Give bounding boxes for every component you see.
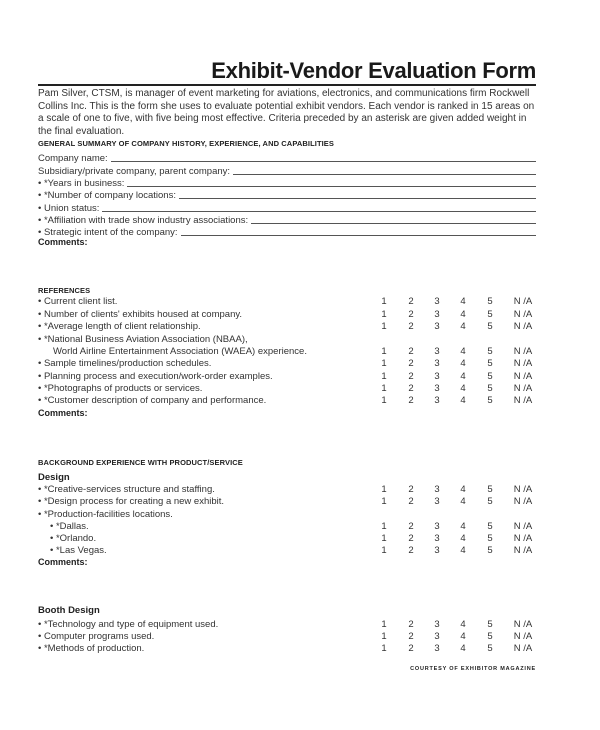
field-label: • *Number of company locations: [38, 190, 176, 201]
rating-option-1[interactable]: 1 [381, 545, 387, 556]
subhead-design: Design [38, 472, 70, 483]
comments-label-background: Comments: [38, 557, 88, 567]
rating-option-na[interactable]: N /A [513, 619, 533, 630]
reference-row [38, 383, 536, 395]
field-blank[interactable] [102, 202, 536, 212]
criterion-label: • Sample timelines/production schedules. [38, 358, 212, 369]
field-line [38, 226, 536, 238]
rating-option-2[interactable]: 2 [408, 484, 414, 495]
rating-option-3[interactable]: 3 [434, 346, 440, 357]
rating-option-na[interactable]: N /A [513, 496, 533, 507]
rating-option-3[interactable]: 3 [434, 643, 440, 654]
rating-option-na[interactable]: N /A [513, 484, 533, 495]
rating-option-1[interactable]: 1 [381, 309, 387, 320]
booth-design-row [38, 643, 536, 655]
rating-option-2[interactable]: 2 [408, 521, 414, 532]
rating-option-1[interactable]: 1 [381, 296, 387, 307]
rating-option-4[interactable]: 4 [460, 631, 466, 642]
field-blank[interactable] [251, 214, 536, 224]
rating-option-5[interactable]: 5 [487, 383, 493, 394]
rating-option-4[interactable]: 4 [460, 383, 466, 394]
rating-option-na[interactable]: N /A [513, 309, 533, 320]
rating-option-1[interactable]: 1 [381, 358, 387, 369]
rating-option-5[interactable]: 5 [487, 321, 493, 332]
reference-row [38, 358, 536, 370]
criterion-label: • *Design process for creating a new exhibit. [38, 496, 225, 507]
rating-option-5[interactable]: 5 [487, 619, 493, 630]
criterion-label: • *National Business Aviation Association (NBAA), [38, 334, 248, 345]
rating-option-na[interactable]: N /A [513, 383, 533, 394]
criterion-label: • *Average length of client relationship. [38, 321, 201, 332]
field-line [38, 189, 536, 201]
criterion-label: • *Las Vegas. [50, 545, 107, 556]
rating-option-3[interactable]: 3 [434, 296, 440, 307]
field-label: Company name: [38, 153, 108, 164]
criterion-label: World Airline Entertainment Association (WAEA) experience. [53, 346, 307, 357]
design-row [38, 521, 536, 533]
rating-option-2[interactable]: 2 [408, 545, 414, 556]
rating-option-1[interactable]: 1 [381, 383, 387, 394]
field-line [38, 165, 536, 177]
criterion-label: • *Photographs of products or services. [38, 383, 203, 394]
field-line [38, 214, 536, 226]
courtesy-credit: COURTESY OF EXHIBITOR MAGAZINE [410, 666, 536, 672]
design-row [38, 533, 536, 545]
rating-option-4[interactable]: 4 [460, 321, 466, 332]
criterion-label: • Planning process and execution/work-order examples. [38, 371, 273, 382]
rating-option-na[interactable]: N /A [513, 533, 533, 544]
rating-option-5[interactable]: 5 [487, 545, 493, 556]
rating-option-5[interactable]: 5 [487, 309, 493, 320]
rating-option-na[interactable]: N /A [513, 346, 533, 357]
rating-option-na[interactable]: N /A [513, 321, 533, 332]
field-label: • Strategic intent of the company: [38, 227, 178, 238]
field-blank[interactable] [179, 189, 536, 199]
intro-paragraph: Pam Silver, CTSM, is manager of event marketing for aviations, electronics, and communications firm Rockwell Collins Inc. This is the form she uses to evaluate potential exhibit vendors. Each vendor is ranked in 15 areas on a scale of one to five, with five being most effective. Criteria preceded by an asterisk are given added weight in the final evaluation. [38, 88, 535, 138]
section-heading-references: REFERENCES [38, 286, 91, 295]
rating-option-5[interactable]: 5 [487, 484, 493, 495]
rating-option-na[interactable]: N /A [513, 631, 533, 642]
section-heading-background: BACKGROUND EXPERIENCE WITH PRODUCT/SERVICE [38, 458, 243, 467]
rating-option-4[interactable]: 4 [460, 296, 466, 307]
criterion-label: • *Dallas. [50, 521, 89, 532]
comments-label-general: Comments: [38, 237, 88, 247]
rating-option-4[interactable]: 4 [460, 358, 466, 369]
rating-option-1[interactable]: 1 [381, 619, 387, 630]
form-title: Exhibit-Vendor Evaluation Form [211, 58, 536, 83]
criterion-label: • *Orlando. [50, 533, 97, 544]
reference-row [38, 371, 536, 383]
rating-option-4[interactable]: 4 [460, 521, 466, 532]
rating-option-na[interactable]: N /A [513, 371, 533, 382]
rating-option-2[interactable]: 2 [408, 296, 414, 307]
rating-option-3[interactable]: 3 [434, 484, 440, 495]
rating-option-5[interactable]: 5 [487, 371, 493, 382]
field-label: Subsidiary/private company, parent company: [38, 166, 231, 177]
rating-option-5[interactable]: 5 [487, 296, 493, 307]
rating-option-5[interactable]: 5 [487, 395, 493, 406]
criterion-label: • *Production-facilities locations. [38, 509, 173, 520]
field-blank[interactable] [111, 152, 536, 162]
rating-option-1[interactable]: 1 [381, 496, 387, 507]
criterion-label: • *Technology and type of equipment used. [38, 619, 219, 630]
criterion-label: • Computer programs used. [38, 631, 155, 642]
criterion-label: • *Customer description of company and performance. [38, 395, 267, 406]
design-row [38, 484, 536, 496]
rating-option-2[interactable]: 2 [408, 631, 414, 642]
rating-option-5[interactable]: 5 [487, 358, 493, 369]
design-row [38, 496, 536, 508]
rating-option-2[interactable]: 2 [408, 395, 414, 406]
design-row [38, 545, 536, 557]
rating-option-4[interactable]: 4 [460, 643, 466, 654]
field-line [38, 202, 536, 214]
criterion-label: • *Methods of production. [38, 643, 145, 654]
rating-option-5[interactable]: 5 [487, 521, 493, 532]
field-line [38, 152, 536, 164]
rating-option-1[interactable]: 1 [381, 395, 387, 406]
rating-option-4[interactable]: 4 [460, 533, 466, 544]
field-label: • Union status: [38, 203, 100, 214]
rating-option-1[interactable]: 1 [381, 521, 387, 532]
rating-option-1[interactable]: 1 [381, 346, 387, 357]
rating-option-5[interactable]: 5 [487, 346, 493, 357]
rating-option-2[interactable]: 2 [408, 496, 414, 507]
rating-option-na[interactable]: N /A [513, 643, 533, 654]
rating-option-3[interactable]: 3 [434, 383, 440, 394]
rating-option-3[interactable]: 3 [434, 619, 440, 630]
rating-option-1[interactable]: 1 [381, 484, 387, 495]
rating-option-2[interactable]: 2 [408, 321, 414, 332]
rating-option-1[interactable]: 1 [381, 643, 387, 654]
rating-option-2[interactable]: 2 [408, 309, 414, 320]
rating-option-5[interactable]: 5 [487, 533, 493, 544]
rating-option-4[interactable]: 4 [460, 619, 466, 630]
reference-row [38, 395, 536, 407]
reference-row [38, 321, 536, 333]
rating-option-3[interactable]: 3 [434, 631, 440, 642]
rating-option-3[interactable]: 3 [434, 358, 440, 369]
subhead-booth-design: Booth Design [38, 605, 100, 616]
rating-option-5[interactable]: 5 [487, 643, 493, 654]
field-line [38, 177, 536, 189]
criterion-label: • *Creative-services structure and staffing. [38, 484, 215, 495]
rating-option-4[interactable]: 4 [460, 371, 466, 382]
comments-label-references: Comments: [38, 408, 88, 418]
rating-option-1[interactable]: 1 [381, 371, 387, 382]
criterion-label: • Current client list. [38, 296, 118, 307]
field-blank[interactable] [233, 165, 536, 175]
field-label: • *Years in business: [38, 178, 125, 189]
field-blank[interactable] [181, 226, 536, 236]
rating-option-4[interactable]: 4 [460, 496, 466, 507]
section-heading-general-summary: GENERAL SUMMARY OF COMPANY HISTORY, EXPERIENCE, AND CAPABILITIES [38, 139, 335, 148]
rating-option-3[interactable]: 3 [434, 521, 440, 532]
rating-option-5[interactable]: 5 [487, 631, 493, 642]
reference-row [38, 296, 536, 308]
rating-option-3[interactable]: 3 [434, 496, 440, 507]
reference-row [38, 346, 536, 358]
criterion-label: • Number of clients' exhibits housed at company. [38, 309, 243, 320]
reference-row [38, 334, 536, 346]
rating-option-2[interactable]: 2 [408, 346, 414, 357]
rating-option-na[interactable]: N /A [513, 521, 533, 532]
rating-option-4[interactable]: 4 [460, 545, 466, 556]
rating-option-3[interactable]: 3 [434, 533, 440, 544]
rating-option-1[interactable]: 1 [381, 321, 387, 332]
booth-design-row [38, 619, 536, 631]
rating-option-2[interactable]: 2 [408, 619, 414, 630]
rating-option-na[interactable]: N /A [513, 545, 533, 556]
rating-option-2[interactable]: 2 [408, 383, 414, 394]
rating-option-4[interactable]: 4 [460, 395, 466, 406]
rating-option-3[interactable]: 3 [434, 309, 440, 320]
field-label: • *Affiliation with trade show industry associations: [38, 215, 249, 226]
booth-design-row [38, 631, 536, 643]
rating-option-2[interactable]: 2 [408, 533, 414, 544]
rating-option-4[interactable]: 4 [460, 309, 466, 320]
title-rule [38, 84, 536, 86]
rating-option-4[interactable]: 4 [460, 484, 466, 495]
rating-option-2[interactable]: 2 [408, 643, 414, 654]
rating-option-3[interactable]: 3 [434, 545, 440, 556]
rating-option-na[interactable]: N /A [513, 395, 533, 406]
reference-row [38, 309, 536, 321]
rating-option-2[interactable]: 2 [408, 371, 414, 382]
rating-option-3[interactable]: 3 [434, 395, 440, 406]
rating-option-5[interactable]: 5 [487, 496, 493, 507]
rating-option-1[interactable]: 1 [381, 631, 387, 642]
rating-option-2[interactable]: 2 [408, 358, 414, 369]
design-row [38, 509, 536, 521]
rating-option-na[interactable]: N /A [513, 358, 533, 369]
rating-option-3[interactable]: 3 [434, 321, 440, 332]
rating-option-4[interactable]: 4 [460, 346, 466, 357]
rating-option-na[interactable]: N /A [513, 296, 533, 307]
rating-option-3[interactable]: 3 [434, 371, 440, 382]
field-blank[interactable] [127, 177, 536, 187]
rating-option-1[interactable]: 1 [381, 533, 387, 544]
